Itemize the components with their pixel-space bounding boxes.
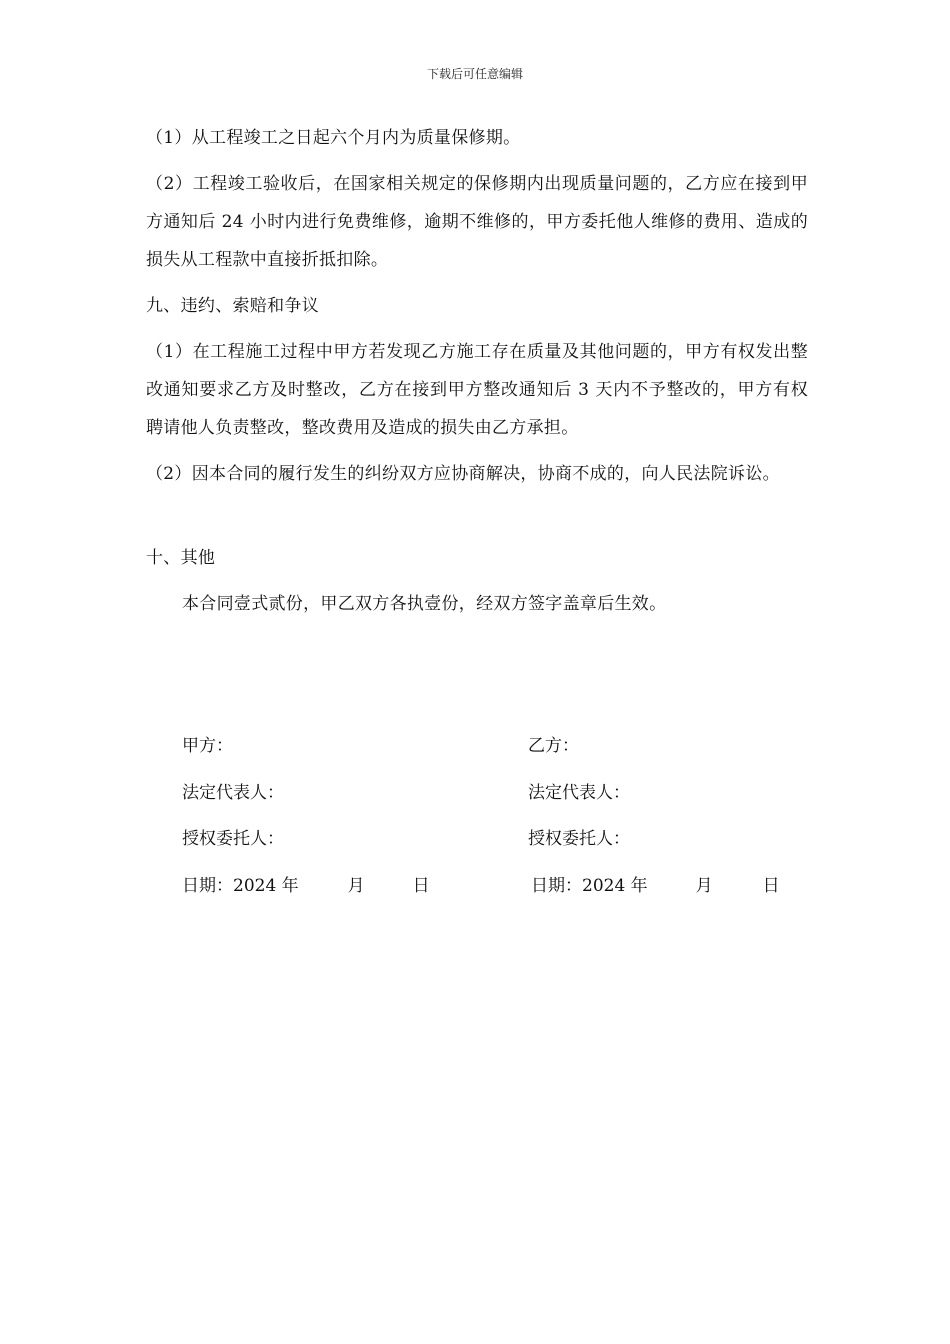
party-a-agent: 授权委托人：: [182, 829, 284, 849]
party-b-agent: 授权委托人：: [528, 829, 630, 849]
party-a-date-month: 月: [347, 876, 365, 896]
section-heading-other: 十、其他: [146, 548, 216, 568]
party-a-date-day: 日: [412, 876, 430, 896]
clause-warranty-repair: （2）工程竣工验收后，在国家相关规定的保修期内出现质量问题的，乙方应在接到甲方通知后 24 小时内进行免费维修，逾期不维修的，甲方委托他人维修的费用、造成的损失从工程款中直接折抵扣除。: [146, 174, 808, 270]
party-b-date-month: 月: [695, 876, 713, 896]
party-a-date-year: 日期：2024 年: [182, 876, 299, 896]
clause-copies: 本合同壹式贰份，甲乙双方各执壹份，经双方签字盖章后生效。: [182, 594, 667, 614]
party-b-date-day: 日: [762, 876, 780, 896]
clause-rectification: （1）在工程施工过程中甲方若发现乙方施工存在质量及其他问题的，甲方有权发出整改通知要求乙方及时整改，乙方在接到甲方整改通知后 3 天内不予整改的，甲方有权聘请他人负责整改，整改费用及造成的损失由乙方承担。: [146, 342, 808, 438]
party-b-date-year: 日期：2024 年: [531, 876, 648, 896]
party-a-label: 甲方：: [182, 736, 233, 756]
party-b-date: [531, 874, 780, 898]
party-b-representative: 法定代表人：: [528, 783, 630, 803]
party-b-label: 乙方：: [528, 736, 579, 756]
clause-warranty-period: （1）从工程竣工之日起六个月内为质量保修期。: [146, 128, 521, 148]
party-a-representative: 法定代表人：: [182, 783, 284, 803]
page-header: 下载后可任意编辑: [426, 67, 523, 81]
clause-dispute: （2）因本合同的履行发生的纠纷双方应协商解决，协商不成的，向人民法院诉讼。: [146, 464, 780, 484]
section-heading-breach: 九、违约、索赔和争议: [146, 296, 319, 316]
party-a-date: [182, 874, 430, 898]
